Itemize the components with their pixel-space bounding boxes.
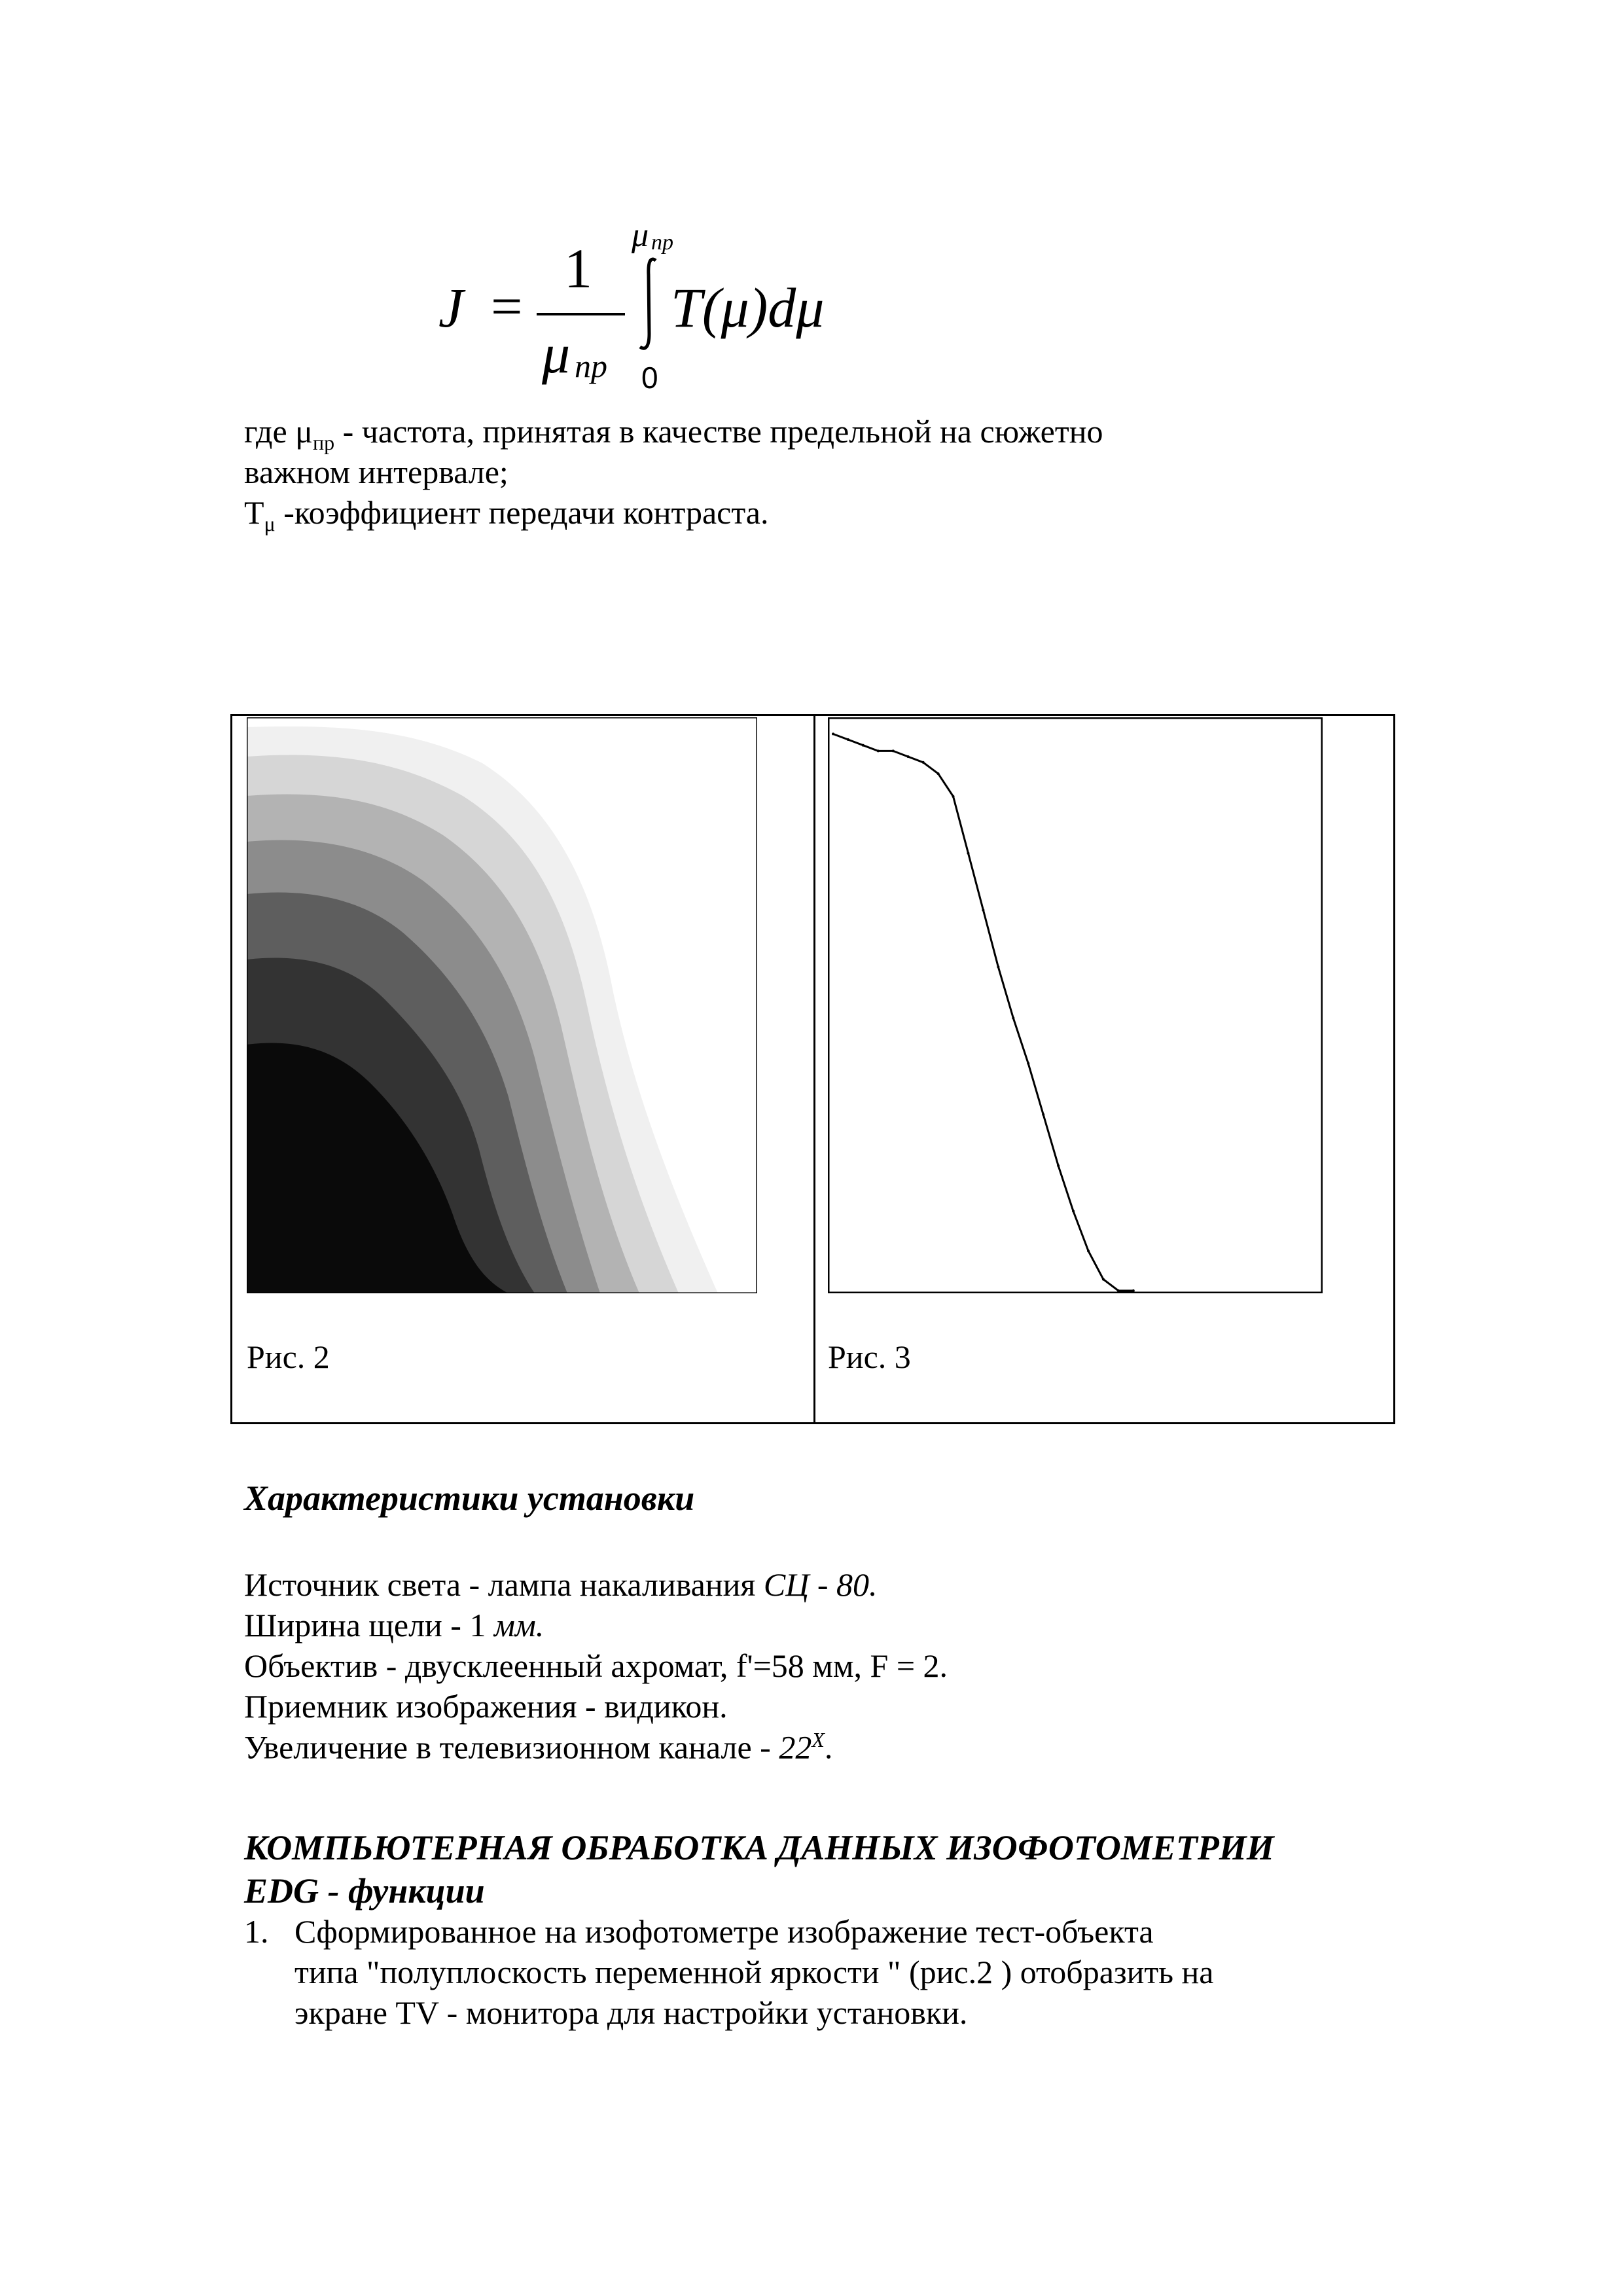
formula-numerator: 1	[564, 237, 592, 300]
chart-frame	[829, 718, 1322, 1293]
formula-equals: =	[491, 275, 523, 338]
formula-upper-limit: μ	[632, 217, 649, 254]
integral-formula	[419, 217, 916, 399]
list-item-line2: типа "полуплоскость переменной яркости " (рис.2 ) отобразить на	[294, 1954, 1214, 1990]
list-item-line3: экране TV - монитора для настройки установки.	[294, 1994, 968, 2031]
spec-magnification: Увеличение в телевизионном канале - $22^X$.	[244, 1728, 833, 1766]
spec-lens: Объектив - двусклеенный ахромат, f'=58 мм, F = 2.	[244, 1647, 948, 1684]
definition-mu: где $\mu_{пр}$ - частота, принятая в качестве предельной на сюжетно	[244, 413, 1103, 454]
t-subscript: μ	[264, 512, 276, 535]
edg-chart	[828, 717, 1323, 1293]
definition-t: $T_\mu$ -коэффициент передачи контраста.	[244, 494, 769, 535]
spec-slit-width: Ширина щели - 1 мм.	[244, 1607, 544, 1643]
spec-light-source: Источник света - лампа накаливания СЦ - 80.	[244, 1566, 878, 1603]
fraction-bar	[537, 313, 625, 315]
list-item-number: 1.	[244, 1913, 269, 1950]
figures-table	[230, 714, 1395, 1424]
formula-denominator: μ	[542, 322, 571, 385]
formula-lower-limit: 0	[641, 361, 658, 395]
definition-mu-cont: важном интервале;	[244, 454, 508, 490]
table-divider	[813, 716, 815, 1422]
formula-lhs: J	[438, 276, 464, 339]
fig3-caption: Рис. 3	[828, 1338, 911, 1375]
section-heading-characteristics: Характеристики установки	[244, 1479, 695, 1518]
formula-integrand: T(μ)dμ	[671, 276, 825, 339]
section-subheading-edg: EDG - функции	[244, 1871, 485, 1910]
isophote-image	[247, 717, 757, 1293]
magnification-sup: X	[812, 1728, 825, 1751]
section-heading-processing: КОМПЬЮТЕРНАЯ ОБРАБОТКА ДАННЫХ ИЗОФОТОМЕТРИИ	[244, 1828, 1274, 1867]
spec-receiver: Приемник изображения - видикон.	[244, 1688, 728, 1725]
integral-sign-icon	[636, 255, 662, 353]
mu-subscript: пр	[312, 431, 335, 454]
formula-upper-limit-sub: пр	[651, 230, 673, 255]
list-item-line1: Сформированное на изофотометре изображение тест-объекта	[294, 1913, 1154, 1950]
fig2-caption: Рис. 2	[247, 1338, 330, 1375]
formula-denominator-sub: пр	[575, 348, 607, 384]
